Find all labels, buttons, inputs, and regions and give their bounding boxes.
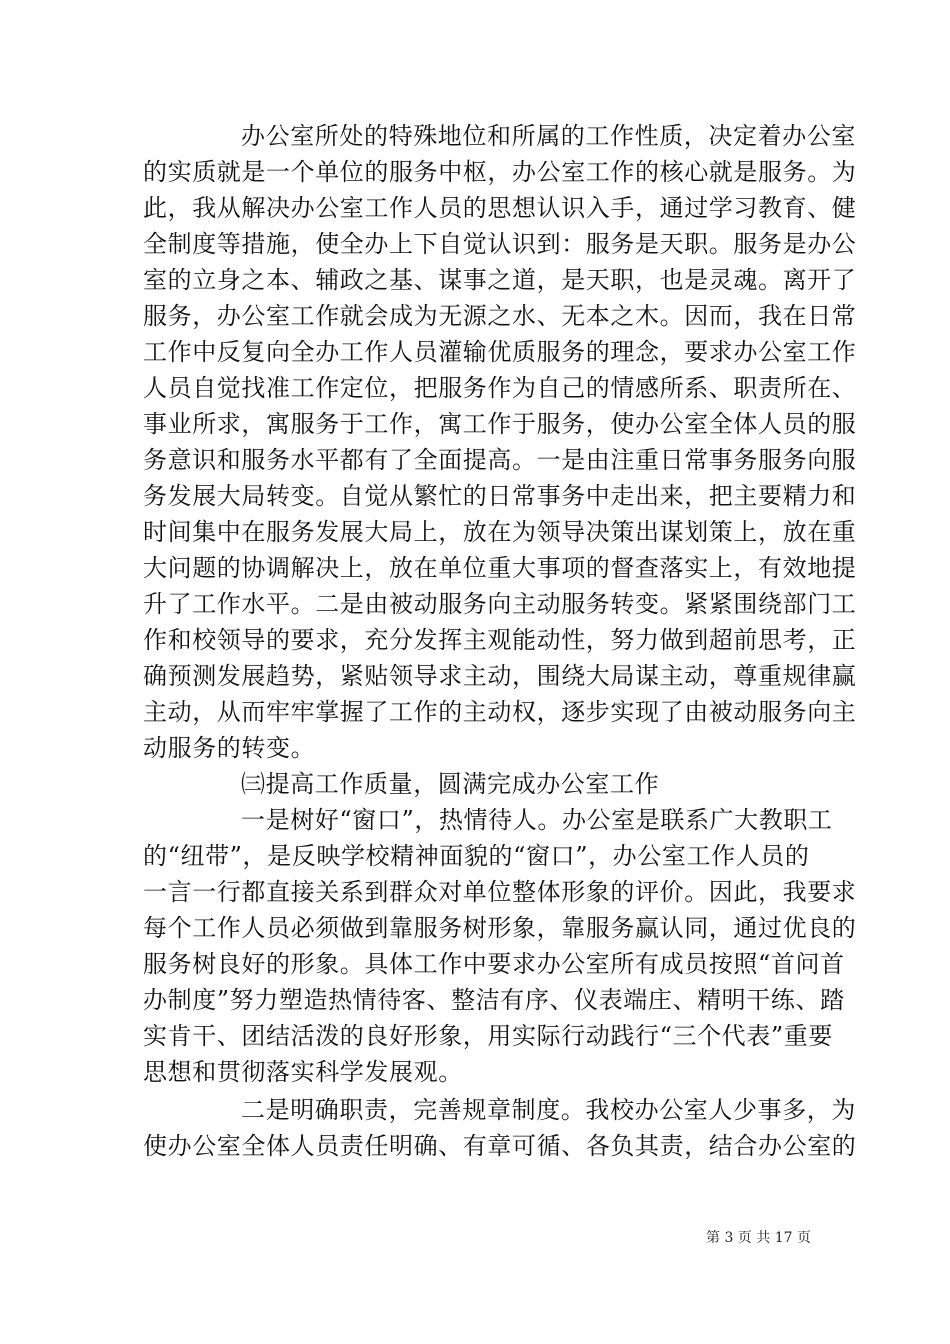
paragraph-line: 工作中反复向全办工作人员灌输优质服务的理念，要求办公室工作 xyxy=(143,338,857,366)
section-heading: ㈢提高工作质量，圆满完成办公室工作 xyxy=(241,770,660,798)
paragraph-line: 确预测发展趋势，紧贴领导求主动，围绕大局谋主动，尊重规律赢 xyxy=(143,662,857,690)
paragraph-line: 升了工作水平。二是由被动服务向主动服务转变。紧紧围绕部门工 xyxy=(143,590,857,618)
paragraph-line: 作和校领导的要求，充分发挥主观能动性，努力做到超前思考，正 xyxy=(143,626,857,654)
paragraph-line: 一是树好“窗口”，热情待人。办公室是联系广大教职工 xyxy=(241,806,833,834)
paragraph-line: 事业所求，寓服务于工作，寓工作于服务，使办公室全体人员的服 xyxy=(143,410,857,438)
paragraph-line: 室的立身之本、辅政之基、谋事之道，是天职，也是灵魂。离开了 xyxy=(143,266,857,294)
paragraph-line: 此，我从解决办公室工作人员的思想认识入手，通过学习教育、健 xyxy=(143,194,857,222)
paragraph-line: 服务树良好的形象。具体工作中要求办公室所有成员按照“首问首 xyxy=(143,950,845,978)
paragraph-line: 主动，从而牢牢掌握了工作的主动权，逐步实现了由被动服务向主 xyxy=(143,698,857,726)
paragraph-line: 服务，办公室工作就会成为无源之水、无本之木。因而，我在日常 xyxy=(143,302,857,330)
paragraph-line: 大问题的协调解决上，放在单位重大事项的督查落实上，有效地提 xyxy=(143,554,857,582)
paragraph-line: 思想和贯彻落实科学发展观。 xyxy=(143,1058,463,1086)
paragraph-line: 人员自觉找准工作定位，把服务作为自己的情感所系、职责所在、 xyxy=(143,374,857,402)
paragraph-line: 二是明确职责，完善规章制度。我校办公室人少事多，为 xyxy=(241,1096,856,1124)
paragraph-line: 一言一行都直接关系到群众对单位整体形象的评价。因此，我要求 xyxy=(143,878,857,906)
paragraph-line: 全制度等措施，使全办上下自觉认识到：服务是天职。服务是办公 xyxy=(143,230,857,258)
paragraph-line: 使办公室全体人员责任明确、有章可循、各负其责，结合办公室的 xyxy=(143,1132,857,1160)
paragraph-line: 时间集中在服务发展大局上，放在为领导决策出谋划策上，放在重 xyxy=(143,518,857,546)
paragraph-line: 务发展大局转变。自觉从繁忙的日常事务中走出来，把主要精力和 xyxy=(143,482,857,510)
paragraph-line: 的“纽带”，是反映学校精神面貌的“窗口”，办公室工作人员的 xyxy=(143,842,810,870)
page-number-footer: 第 3 页 共 17 页 xyxy=(706,1230,811,1246)
paragraph-line: 动服务的转变。 xyxy=(143,734,316,762)
paragraph-line: 办制度”努力塑造热情待客、整洁有序、仪表端庄、精明干练、踏 xyxy=(143,986,845,1014)
paragraph-line: 每个工作人员必须做到靠服务树形象，靠服务赢认同，通过优良的 xyxy=(143,914,857,942)
paragraph-line: 务意识和服务水平都有了全面提高。一是由注重日常事务服务向服 xyxy=(143,446,857,474)
paragraph-line: 实肯干、团结活泼的良好形象，用实际行动践行“三个代表”重要 xyxy=(143,1022,833,1050)
paragraph-line: 的实质就是一个单位的服务中枢，办公室工作的核心就是服务。为 xyxy=(143,158,857,186)
body-text xyxy=(143,118,857,1164)
paragraph-line: 办公室所处的特殊地位和所属的工作性质，决定着办公室 xyxy=(241,122,856,150)
